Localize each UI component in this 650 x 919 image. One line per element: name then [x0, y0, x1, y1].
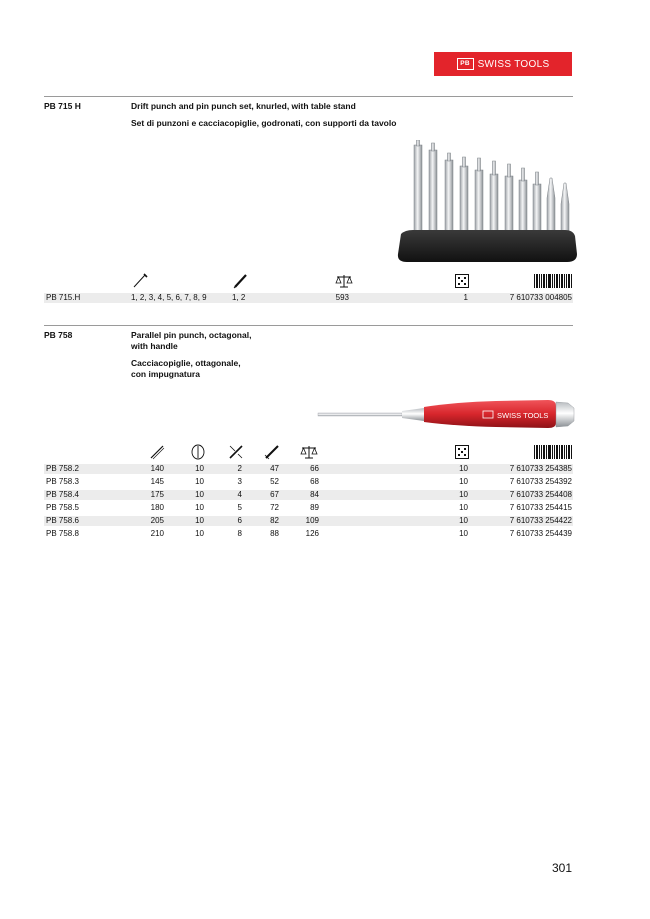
ean-code: 7 610733 254385	[509, 464, 572, 473]
tip-length-value: 88	[270, 529, 279, 538]
article-number: PB 758.5	[46, 503, 79, 512]
punch-set-image	[395, 140, 580, 268]
product-title-en: Drift punch and pin punch set, knurled, with table stand	[131, 101, 356, 111]
tip-length-value: 67	[270, 490, 279, 499]
tip-value: 4	[237, 490, 242, 499]
weight-value: 593	[335, 293, 349, 302]
product-title-it: Cacciacopiglie, ottagonale, con impugnatura	[131, 358, 241, 379]
tip-value: 8	[237, 529, 242, 538]
ean-code: 7 610733 254415	[509, 503, 572, 512]
length-icon	[148, 443, 166, 461]
pack-quantity: 10	[459, 477, 468, 486]
diameter-value: 10	[195, 477, 204, 486]
length-value: 145	[150, 477, 164, 486]
length-value: 140	[150, 464, 164, 473]
length-value: 210	[150, 529, 164, 538]
article-number: PB 758.2	[46, 464, 79, 473]
weight-value: 66	[310, 464, 319, 473]
article-number: PB 758.6	[46, 516, 79, 525]
diameter-value: 10	[195, 529, 204, 538]
ean-code: 7 610733 254408	[509, 490, 572, 499]
barcode-icon	[534, 445, 572, 459]
pack-quantity: 10	[459, 503, 468, 512]
tip-length-value: 72	[270, 503, 279, 512]
product-title-en: Parallel pin punch, octagonal, with handle	[131, 330, 252, 351]
weight-value: 126	[305, 529, 319, 538]
section-divider	[44, 96, 573, 97]
length-value: 175	[150, 490, 164, 499]
tip-length-icon	[263, 443, 281, 461]
ean-code: 7 610733 004805	[509, 293, 572, 302]
pack-quantity: 10	[459, 516, 468, 525]
diameter-value: 10	[195, 516, 204, 525]
diameter-value: 10	[195, 464, 204, 473]
table-row	[44, 503, 573, 513]
pack-quantity: 10	[459, 490, 468, 499]
pb-logo-mark: PB	[457, 58, 474, 70]
tip-value: 3	[237, 477, 242, 486]
tip-diameter-icon	[227, 443, 245, 461]
tip-value: 5	[237, 503, 242, 512]
weight-value: 84	[310, 490, 319, 499]
barcode-icon	[534, 274, 572, 288]
ean-code: 7 610733 254392	[509, 477, 572, 486]
table-row	[44, 529, 573, 539]
pack-quantity: 1	[463, 293, 468, 302]
pin-punch-icon	[131, 272, 149, 290]
package-quantity-icon	[455, 445, 469, 459]
page-number: 301	[551, 861, 572, 875]
article-number: PB 715.H	[46, 293, 81, 302]
length-value: 180	[150, 503, 164, 512]
drift-punch-sizes: 1, 2	[232, 293, 246, 302]
table-row	[44, 516, 573, 526]
tip-length-value: 82	[270, 516, 279, 525]
pack-quantity: 10	[459, 529, 468, 538]
table-row	[44, 477, 573, 487]
length-value: 205	[150, 516, 164, 525]
pack-quantity: 10	[459, 464, 468, 473]
weight-scale-icon	[335, 273, 353, 289]
ean-code: 7 610733 254422	[509, 516, 572, 525]
parallel-pin-punch-image	[316, 396, 578, 430]
handle-brand-text: SWISS TOOLS	[497, 411, 549, 420]
weight-value: 89	[310, 503, 319, 512]
diameter-icon	[190, 443, 206, 461]
product-title-it: Set di punzoni e cacciacopiglie, godronati, con supporti da tavolo	[131, 118, 397, 128]
weight-scale-icon	[300, 444, 318, 460]
tip-value: 2	[237, 464, 242, 473]
section-divider	[44, 325, 573, 326]
tip-value: 6	[237, 516, 242, 525]
product-code: PB 758	[44, 330, 73, 340]
table-row	[44, 490, 573, 500]
brand-name: SWISS TOOLS	[477, 58, 550, 70]
article-number: PB 758.8	[46, 529, 79, 538]
tip-length-value: 52	[270, 477, 279, 486]
ean-code: 7 610733 254439	[509, 529, 572, 538]
weight-value: 68	[310, 477, 319, 486]
package-quantity-icon	[455, 274, 469, 288]
column-icons-row	[44, 443, 573, 461]
table-row	[44, 293, 573, 303]
diameter-value: 10	[195, 490, 204, 499]
diameter-value: 10	[195, 503, 204, 512]
column-icons-row	[44, 272, 573, 290]
weight-value: 109	[305, 516, 319, 525]
table-row	[44, 464, 573, 474]
article-number: PB 758.3	[46, 477, 79, 486]
pin-punch-sizes: 1, 2, 3, 4, 5, 6, 7, 8, 9	[131, 293, 207, 302]
drift-punch-icon	[232, 272, 250, 290]
product-code: PB 715 H	[44, 101, 81, 111]
tip-length-value: 47	[270, 464, 279, 473]
swiss-tools-logo	[434, 52, 572, 76]
article-number: PB 758.4	[46, 490, 79, 499]
